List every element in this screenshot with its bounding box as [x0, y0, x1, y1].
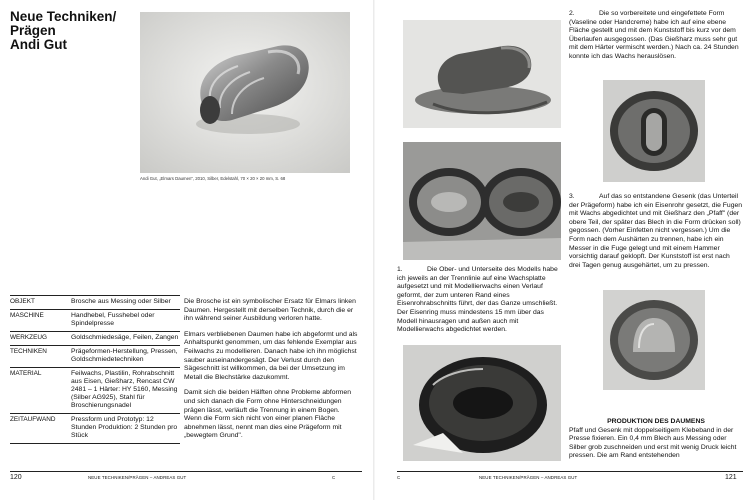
right-page [375, 0, 750, 500]
running-head-left: NEUE TECHNIKEN/PRÄGEN – ANDREAS GUT [88, 475, 187, 480]
spec-label: ZEITAUFWAND [10, 416, 56, 423]
wax-model-photo [403, 20, 561, 128]
step-1 [397, 266, 565, 335]
spec-value: Feilwachs, Plastilin, Rohrabschnitt aus Eisen, Gießharz, Rencast CW 2481 – 1 Härter: HY 5160, Messing (Silber AG925), Stahl für Broschierungsnadel [71, 370, 178, 409]
footer-rule [10, 471, 362, 472]
step-2 [569, 10, 743, 62]
die-block-photo [603, 80, 705, 182]
resin-mold-photo [403, 345, 561, 461]
step-text: Auf das so entstandene Gesenk (das Unterteil der Prägeform) habe ich ein Eisenrohr gesetzt, die Fugen mit Wachs abgedichtet und mit Gießharz den „Pfaff" (der obere Teil, der später das Blech in die Form drücken soll) gegossen. (Vorher Einfetten nicht vergessen.) Um die Form nach dem Aushärten zu trennen, habe ich ein Messer in die Fuge gelegt und mit einem Hammer vorsichtig darauf geklopft. Der Kunststoff ist erst nach drei Tagen genug ausgehärtet, um zu pressen. [569, 193, 743, 269]
running-head-right: NEUE TECHNIKEN/PRÄGEN – ANDREAS GUT [479, 475, 578, 480]
spec-value: Goldschmiedesäge, Feilen, Zangen [71, 334, 179, 341]
production-section [569, 418, 743, 461]
brooch-photo [140, 12, 350, 173]
spec-row [10, 368, 180, 414]
paragraph: Die Brosche ist ein symbolischer Ersatz für Elmars linken Daumen. Hergestellt mit derselben Technik, durch die er ihn während seiner Ausbildung verloren hatte. [184, 298, 356, 323]
pressed-thumb-photo [603, 290, 705, 390]
step-text: Die Ober- und Unterseite des Modells habe ich jeweils an der Trennlinie auf eine Wachsplatte aufgesetzt und mit Modellierwachs einen Verlauf geformt, der zum unteren Rand eines Eisenrohrabschnitts führt, der das Ganze umschließt. Der Eisenring muss mindestens 15 mm über das Modell hinausragen und außen auch mit Modellierwachs abgedichtet werden. [397, 266, 558, 334]
page-number-right: 121 [725, 474, 737, 481]
spec-label: MATERIAL [10, 370, 42, 377]
spec-value: Pressform und Prototyp: 12 Stunden Produktion: 2 Stunden pro Stück [71, 416, 178, 439]
step-number: 1. [397, 266, 403, 273]
spec-row [10, 296, 180, 310]
step-text: Die so vorbereitete und eingefettete Form (Vaseline oder Handcreme) habe ich auf eine ebene Fläche gestellt und mit dem Kunststoff bis kurz vor dem Überlaufen ausgegossen. (Das Gießharz muss sehr gut mit dem Härter vermischt werden.) Nach ca. 24 Stunden konnte ich das Wachs herauslösen. [569, 10, 739, 60]
spec-table [10, 295, 180, 444]
page-title: Neue Techniken/ Prägen Andi Gut [10, 9, 117, 52]
step-3 [569, 193, 743, 270]
spec-label: WERKZEUG [10, 334, 47, 341]
step-number: 3. [569, 193, 575, 200]
spec-row [10, 414, 180, 444]
paragraph: Damit sich die beiden Hälften ohne Probleme abformen und sich danach die Form ohne Hinterschneidungen prägen lässt, verläuft die Trennung in einem Bogen. Wenn die Form sich nicht von einer planen Fläche abnehmen lässt, nennt man dies eine Prägeform mit „bewegtem Grund". [184, 389, 351, 440]
production-heading: PRODUKTION DES DAUMENS [607, 418, 705, 425]
spec-row [10, 310, 180, 332]
spec-row [10, 346, 180, 368]
spec-label: MASCHINE [10, 312, 44, 319]
production-text: Pfaff und Gesenk mit doppelseitigem Klebeband in der Presse fixieren. Ein 0,4 mm Blech aus Messing oder Silber grob zuschneiden und erst mit wenig Druck leicht pressen. Die am Rand entstehenden [569, 426, 737, 460]
spec-label: TECHNIKEN [10, 348, 47, 355]
two-molds-photo [403, 142, 561, 260]
step-number: 2. [569, 10, 575, 17]
spec-value: Brosche aus Messing oder Silber [71, 298, 171, 305]
photo-caption: Andi Gut, „Elmars Daumen", 2010, Silber, Edelstahl, 70 × 20 × 20 mm, S. 68 [140, 176, 286, 181]
spec-value: Handhebel, Fusshebel oder Spindelpresse [71, 312, 155, 327]
footer-mark-right: C [397, 475, 401, 480]
paragraph: Elmars verbliebenen Daumen habe ich abgeformt und als Anhaltspunkt genommen, um das fehlende Exemplar aus Feilwachs zu modellieren. Danach habe ich ihn möglichst sauber auseinandergesägt. Der Verlust durch den Sägeschnitt ist willkommen, da bei der Umsetzung im Metall die Blechstärke dazukommt. [184, 330, 358, 381]
intro-text [184, 298, 358, 448]
page-number-left: 120 [10, 474, 22, 481]
spec-label: OBJEKT [10, 298, 35, 305]
footer-rule [397, 471, 743, 472]
spec-row [10, 332, 180, 346]
footer-mark-left: C [332, 475, 336, 480]
spec-value: Prägeformen-Herstellung, Pressen, Goldschmiedetechniken [71, 348, 178, 363]
